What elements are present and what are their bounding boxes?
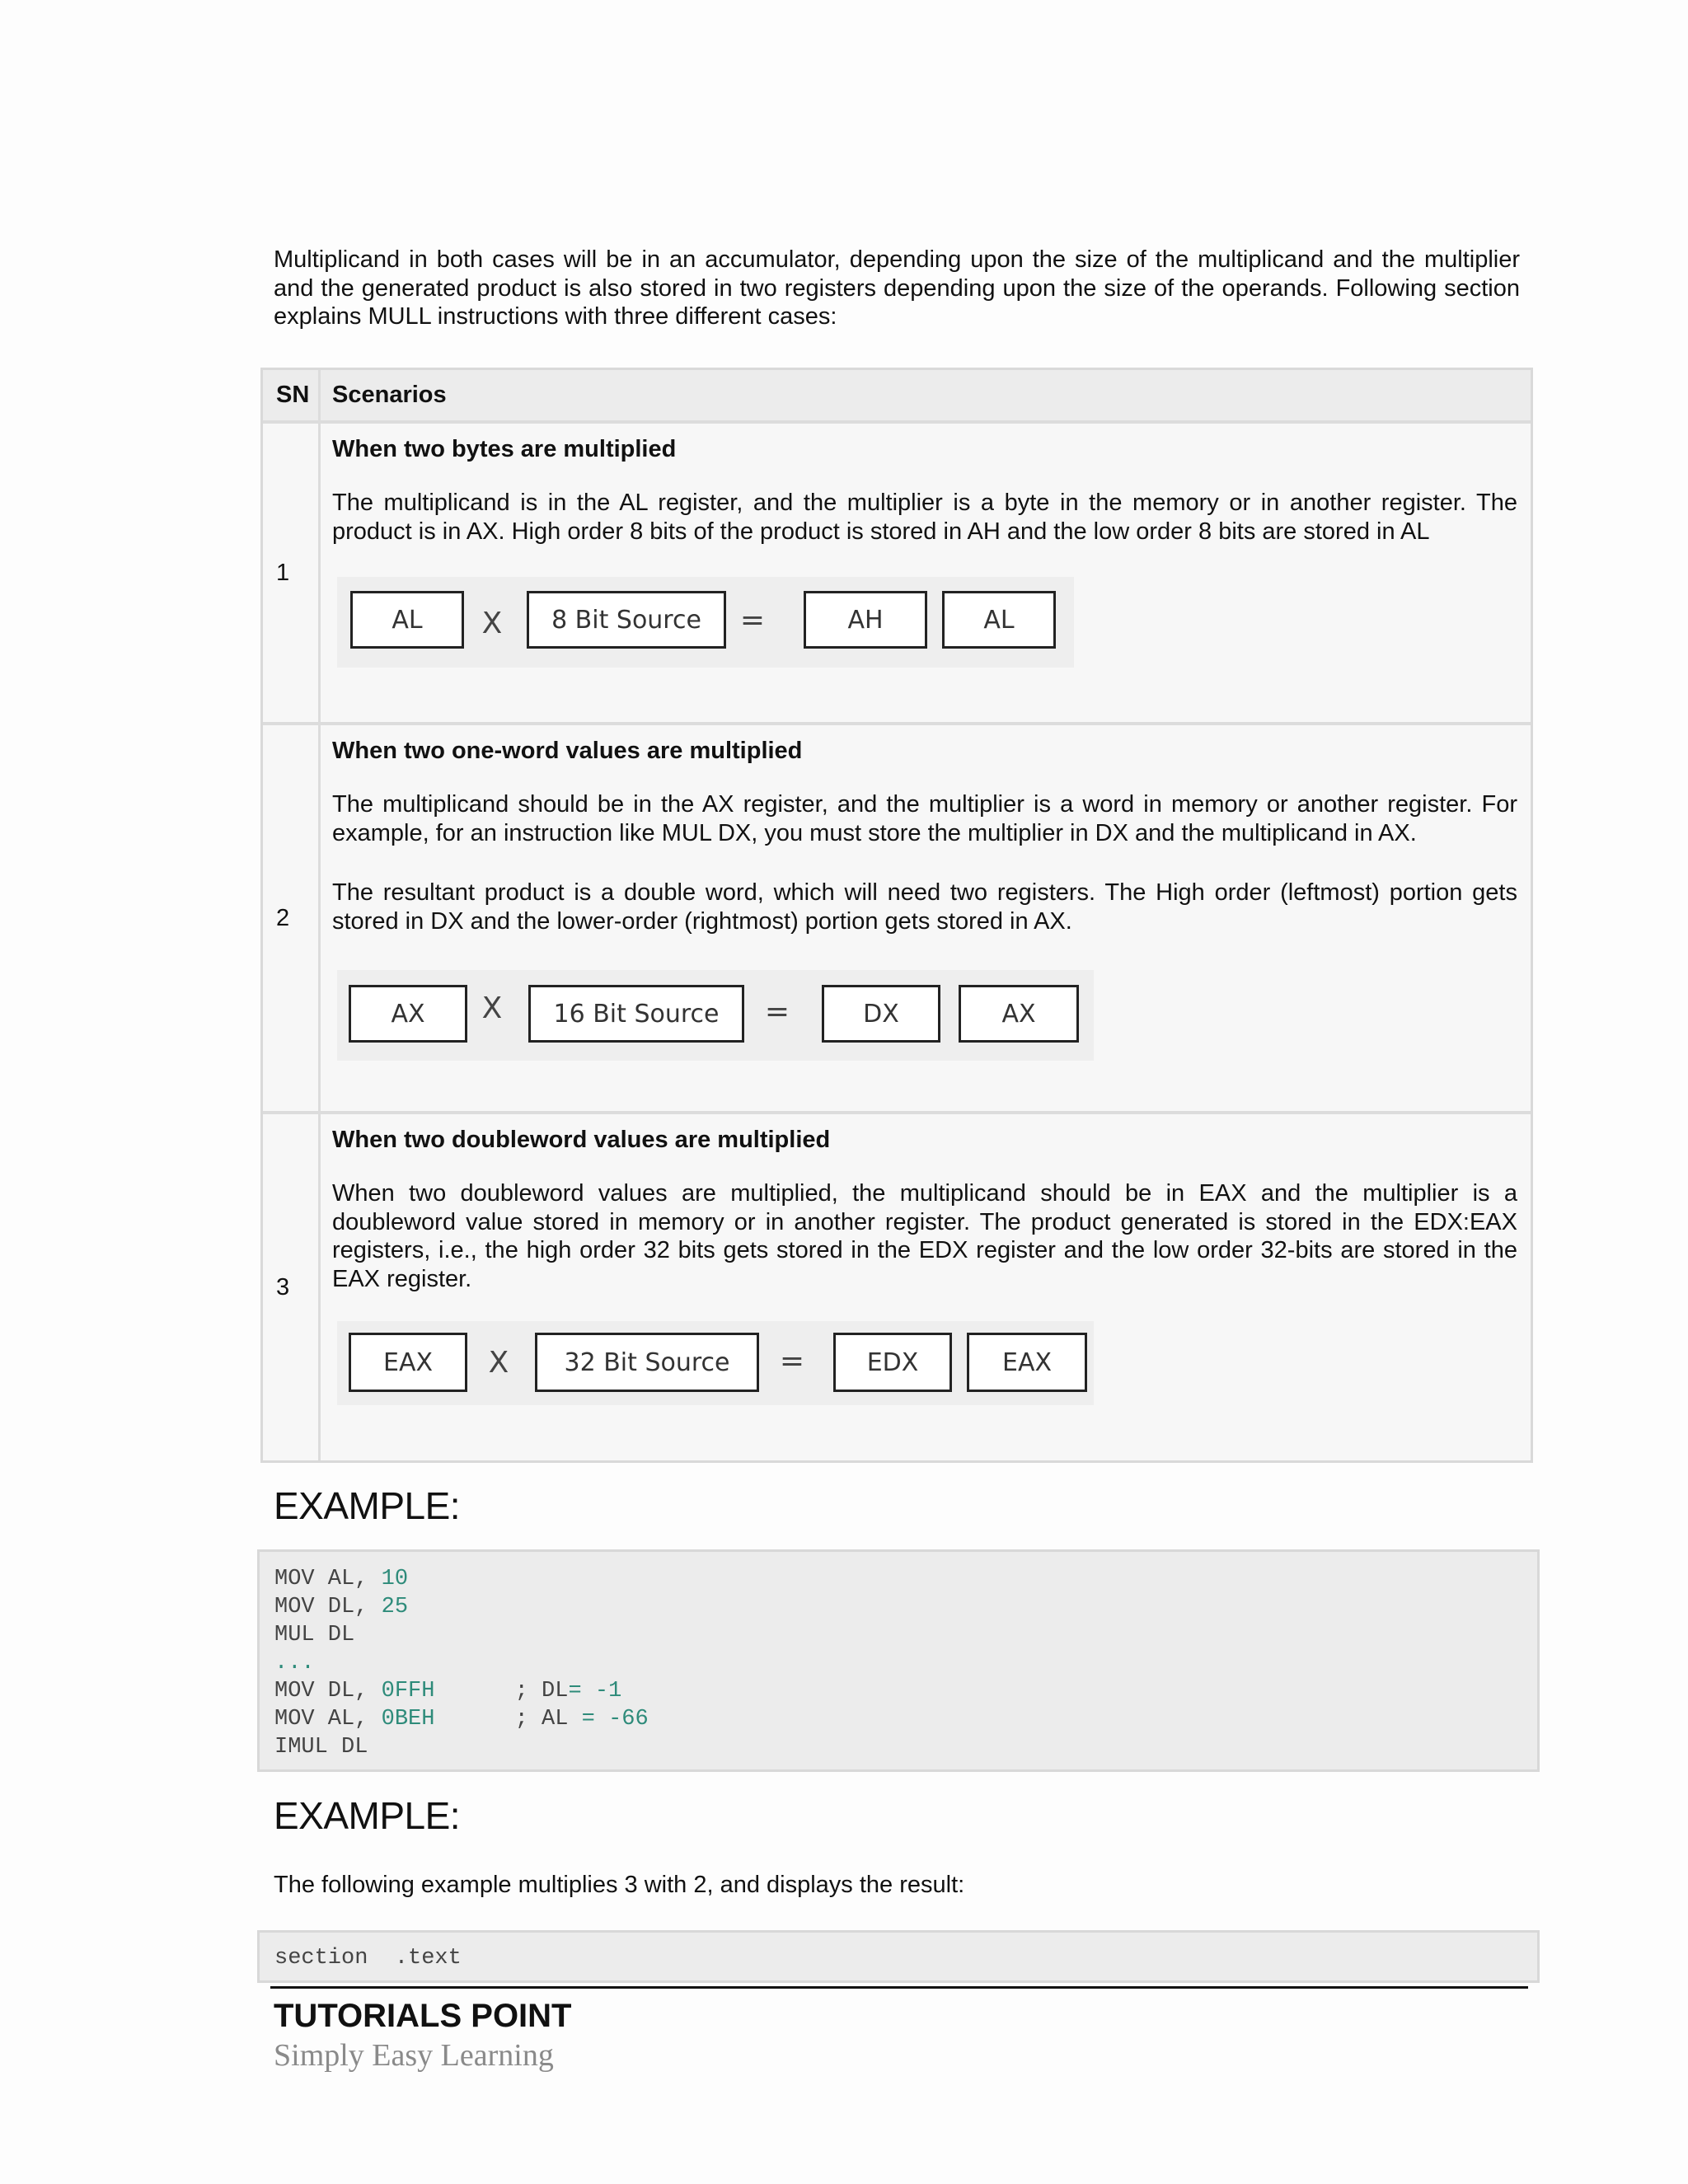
table-header-row xyxy=(263,370,1531,424)
scenarios-table xyxy=(260,368,1533,1463)
row-title: When two bytes are multiplied xyxy=(332,436,677,462)
register-box-source: 32 Bit Source xyxy=(535,1333,759,1392)
multiply-sign: X xyxy=(488,1345,509,1380)
multiply-sign: X xyxy=(481,991,503,1025)
register-box-high: DX xyxy=(822,985,940,1043)
row-paragraph: The multiplicand should be in the AX register, and the multiplier is a word in memory or another register. For example, for an instruction like MUL DX, you must store the multiplier in DX and the multiplicand in AX. xyxy=(332,791,1517,846)
row-sn: 1 xyxy=(263,424,321,722)
example-heading: EXAMPLE: xyxy=(274,1794,461,1837)
example-description: The following example multiplies 3 with 2, and displays the result: xyxy=(274,1872,965,1898)
footer-divider xyxy=(270,1986,1528,1989)
code-block xyxy=(257,1549,1540,1772)
code-line: MOV DL, 0FFH ; DL= -1 xyxy=(274,1679,622,1704)
multiply-sign: X xyxy=(481,606,503,640)
equals-sign: = xyxy=(739,602,766,637)
row-paragraph: The multiplicand is in the AL register, and the multiplier is a byte in the memory or in another register. The product is in AX. High order 8 bits of the product is stored in AH and the low order 8 bits are stored in AL xyxy=(332,490,1517,545)
row-title: When two one-word values are multiplied xyxy=(332,738,803,764)
register-box-source: 16 Bit Source xyxy=(528,985,744,1043)
example-heading: EXAMPLE: xyxy=(274,1484,461,1527)
code-line: MUL DL xyxy=(274,1623,355,1647)
code-line: section .text xyxy=(274,1946,462,1971)
row-sn: 2 xyxy=(263,725,321,1111)
row-sn: 3 xyxy=(263,1114,321,1460)
footer-tagline: Simply Easy Learning xyxy=(274,2038,554,2073)
table-row xyxy=(263,725,1531,1114)
register-box-operand: EAX xyxy=(349,1333,467,1392)
equals-sign: = xyxy=(764,994,790,1029)
row-paragraph: When two doubleword values are multiplied, the multiplicand should be in EAX and the multiplier is a doubleword value stored in memory or in another register. The product generated is stored in the EDX:EAX registers, i.e., the high order 32 bits gets stored in the EDX register and the low order 32-bits are stored in the EAX register. xyxy=(332,1180,1517,1292)
register-box-low: EAX xyxy=(967,1333,1087,1392)
intro-paragraph: Multiplicand in both cases will be in an accumulator, depending upon the size of the multiplicand and the multiplier and the generated product is also stored in two registers depending upon the size of the operands. Following section explains MULL instructions with three different cases: xyxy=(274,246,1520,330)
table-row xyxy=(263,424,1531,725)
code-line: MOV DL, 25 xyxy=(274,1595,409,1619)
code-line: MOV AL, 0BEH ; AL = -66 xyxy=(274,1707,649,1732)
register-box-source: 8 Bit Source xyxy=(527,591,726,649)
header-sn: SN xyxy=(263,370,321,420)
register-box-high: EDX xyxy=(833,1333,952,1392)
code-block xyxy=(257,1930,1540,1983)
code-line: ... xyxy=(274,1651,315,1675)
register-diagram xyxy=(337,577,1074,668)
register-box-low: AX xyxy=(959,985,1079,1043)
row-paragraph: The resultant product is a double word, which will need two registers. The High order (leftmost) portion gets stored in DX and the lower-order (rightmost) portion gets stored in AX. xyxy=(332,879,1517,935)
row-title: When two doubleword values are multiplied xyxy=(332,1127,831,1153)
register-box-high: AH xyxy=(804,591,927,649)
header-scenarios: Scenarios xyxy=(332,382,447,408)
register-box-low: AL xyxy=(942,591,1056,649)
register-diagram xyxy=(337,1321,1094,1405)
code-line: IMUL DL xyxy=(274,1735,368,1760)
register-box-operand: AL xyxy=(350,591,464,649)
register-diagram xyxy=(337,970,1094,1061)
table-row xyxy=(263,1114,1531,1460)
code-line: MOV AL, 10 xyxy=(274,1567,409,1591)
equals-sign: = xyxy=(779,1343,805,1378)
footer-brand: TUTORIALS POINT xyxy=(274,1998,572,2034)
register-box-operand: AX xyxy=(349,985,467,1043)
